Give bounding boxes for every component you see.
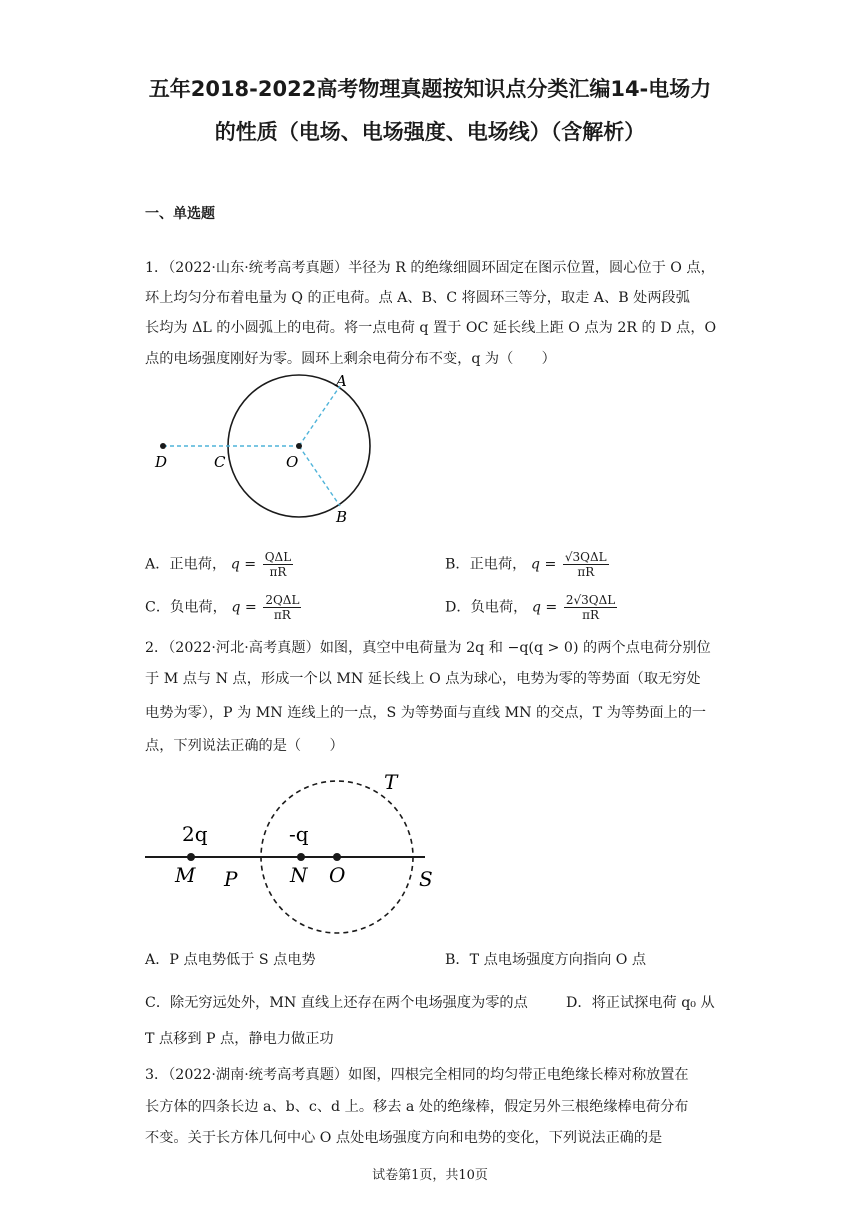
numerator: 2QΔL (265, 593, 300, 607)
label-c: C (214, 453, 226, 471)
q2-line-3: 电势为零），P 为 MN 连线上的一点，S 为等势面与直线 MN 的交点，T 为等势面上的一 (145, 705, 707, 721)
point-d (160, 443, 166, 449)
label-2q: 2q (182, 822, 208, 846)
q2-line-1: 2．（2022·河北·高考真题）如图，真空中电荷量为 2q 和 −q(q > 0) 的两个点电荷分别位 (145, 640, 711, 656)
q1-option-a[interactable] (145, 550, 293, 579)
label-t: T (384, 770, 398, 794)
q1-option-d[interactable] (445, 593, 617, 622)
point-o (296, 443, 302, 449)
q2-option-d[interactable]: D．将正试探电荷 q₀ 从 (566, 995, 715, 1011)
label-o: O (286, 453, 299, 471)
point-m (187, 853, 195, 861)
section-heading: 一、单选题 (145, 206, 215, 222)
numerator: √3QΔL (564, 550, 607, 564)
q1-option-c[interactable] (145, 593, 301, 622)
label-m: M (175, 863, 196, 887)
numerator: QΔL (264, 550, 292, 564)
option-fraction (564, 593, 617, 622)
option-prefix: B．正电荷， (445, 556, 527, 573)
q1-line-2: 环上均匀分布着电量为 Q 的正电荷。点 A、B、C 将圆环三等分，取走 A、B 处两段弧 (145, 290, 690, 306)
option-fraction (563, 550, 609, 579)
label-p: P (224, 867, 238, 891)
denominator: πR (269, 565, 287, 579)
q3-line-1: 3．（2022·湖南·统考高考真题）如图，四根完全相同的均匀带正电绝缘长棒对称放置在 (145, 1067, 689, 1083)
label-d: D (155, 453, 168, 471)
q2-equipotential-figure (0, 766, 860, 946)
q1-line-4: 点的电场强度刚好为零。圆环上剩余电荷分布不变，q 为（ ） (145, 351, 556, 367)
label-minus-q: -q (289, 822, 309, 846)
label-n: N (290, 863, 308, 887)
q1-line-1: 1．（2022·山东·统考高考真题）半径为 R 的绝缘细圆环固定在图示位置，圆心位于 O 点， (145, 260, 715, 276)
q3-line-2: 长方体的四条长边 a、b、c、d 上。移去 a 处的绝缘棒，假定另外三根绝缘棒电荷分布 (145, 1099, 689, 1115)
option-lhs: q = (531, 599, 558, 616)
q2-line-4: 点，下列说法正确的是（ ） (145, 738, 344, 754)
option-lhs: q = (530, 556, 557, 573)
q2-option-b[interactable]: B．T 点电场强度方向指向 O 点 (445, 952, 647, 968)
q1-circle-figure (0, 364, 860, 524)
q1-option-b[interactable] (445, 550, 609, 579)
q2-option-c[interactable]: C．除无穷远处外，MN 直线上还存在两个电场强度为零的点 (145, 995, 528, 1011)
q2-line-2: 于 M 点与 N 点，形成一个以 MN 延长线上 O 点为球心，电势为零的等势面（取无穷处 (145, 671, 701, 687)
line-oa (299, 386, 340, 446)
label-a: A (336, 372, 347, 390)
option-prefix: C．负电荷， (145, 599, 227, 616)
option-fraction (263, 593, 301, 622)
q2-option-a[interactable]: A．P 点电势低于 S 点电势 (145, 952, 316, 968)
denominator: πR (273, 608, 291, 622)
label-b: B (336, 508, 348, 524)
q2-option-d-continued: T 点移到 P 点，静电力做正功 (145, 1031, 334, 1047)
q1-line-3: 长均为 ΔL 的小圆弧上的电荷。将一点电荷 q 置于 OC 延长线上距 O 点为 2R 的 D 点，O (145, 320, 717, 336)
option-fraction (263, 550, 293, 579)
q3-line-3: 不变。关于长方体几何中心 O 点处电场强度方向和电势的变化，下列说法正确的是 (145, 1130, 663, 1146)
option-prefix: D．负电荷， (445, 599, 528, 616)
option-lhs: q = (231, 599, 257, 616)
denominator: πR (577, 565, 595, 579)
label-s: S (419, 867, 433, 891)
document-title-line2: 的性质（电场、电场强度、电场线）（含解析） (214, 120, 646, 144)
option-lhs: q = (230, 556, 257, 573)
numerator: 2√3QΔL (565, 593, 616, 607)
denominator: πR (582, 608, 599, 622)
page-footer: 试卷第1页，共10页 (372, 1168, 488, 1183)
document-title-line1: 五年2018-2022高考物理真题按知识点分类汇编14-电场力 (148, 77, 712, 101)
label-o: O (329, 863, 346, 887)
point-o (333, 853, 341, 861)
option-prefix: A．正电荷， (145, 556, 227, 573)
line-ob (299, 446, 340, 506)
point-n (297, 853, 305, 861)
